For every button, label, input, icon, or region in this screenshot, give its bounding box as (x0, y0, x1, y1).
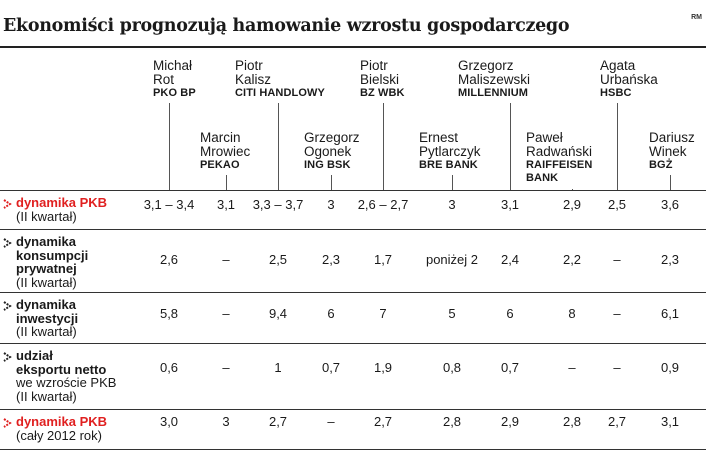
table-cell: 1,9 (373, 360, 393, 375)
column-leader-line (169, 103, 170, 190)
table-cell: 3,1 (500, 197, 520, 212)
table-cell: 0,6 (159, 360, 179, 375)
table-cell: 2,8 (562, 414, 582, 429)
column-header (526, 131, 592, 185)
column-name-line: Rot (153, 72, 175, 87)
table-cell: poniżej 2 (425, 252, 479, 267)
row-label-line: dynamika (16, 297, 76, 312)
column-bank: ING BSK (304, 159, 351, 171)
table-cell: 1 (274, 360, 282, 375)
column-leader-line (670, 175, 671, 190)
column-header (419, 131, 481, 172)
chevron-right-icon (3, 352, 12, 362)
row-label-line: eksportu netto (16, 361, 107, 377)
column-leader-line (572, 189, 573, 190)
table-cell: 2,4 (500, 252, 520, 267)
column-bank: PEKAO (200, 159, 240, 171)
table-cell: 2,2 (562, 252, 582, 267)
table-cell: 2,7 (373, 414, 393, 429)
table-rule (0, 190, 706, 191)
column-header (153, 59, 196, 100)
table-cell: 0,7 (500, 360, 520, 375)
column-bank: HSBC (600, 87, 632, 99)
table-cell: 2,9 (562, 197, 582, 212)
table-cell: 2,3 (321, 252, 341, 267)
table-cell: 3,3 – 3,7 (252, 197, 304, 212)
column-name-line: Paweł (526, 130, 563, 145)
table-cell: 3 (222, 414, 230, 429)
column-bank: BANK (526, 172, 559, 184)
row-label-line: dynamika PKB (16, 195, 108, 210)
chevron-right-icon (3, 301, 12, 311)
row-label-line: inwestycji (16, 310, 79, 326)
table-rule (0, 229, 706, 230)
table-cell: 2,5 (268, 252, 288, 267)
column-name-line: Bielski (360, 72, 400, 87)
table-cell: 8 (568, 306, 576, 321)
column-header (304, 131, 360, 172)
row-label (0, 349, 116, 403)
row-label-sub: (II kwartał) (16, 388, 77, 404)
table-rule (0, 292, 706, 293)
column-name-line: Piotr (235, 58, 263, 73)
table-cell: – (222, 360, 230, 375)
column-name-line: Dariusz (649, 130, 695, 145)
table-rule (0, 449, 706, 450)
table-cell: 1,7 (373, 252, 393, 267)
row-label-sub: (cały 2012 rok) (16, 427, 102, 443)
column-header (649, 131, 695, 172)
column-leader-line (383, 103, 384, 190)
column-bank: BGŻ (649, 159, 673, 171)
table-cell: 2,7 (607, 414, 627, 429)
row-label (0, 196, 107, 223)
column-bank: MILLENNIUM (458, 87, 529, 99)
row-label (0, 298, 78, 339)
table-cell: 7 (379, 306, 387, 321)
table-cell: – (222, 252, 230, 267)
column-leader-line (452, 175, 453, 190)
row-label-line: udział (16, 348, 53, 363)
column-name-line: Ernest (419, 130, 459, 145)
table-rule (0, 409, 706, 410)
table-cell: 2,7 (268, 414, 288, 429)
chevron-right-icon (3, 418, 12, 428)
chevron-right-icon (3, 199, 12, 209)
column-leader-line (510, 103, 511, 190)
table-cell: 3,0 (159, 414, 179, 429)
row-label-sub: (II kwartał) (16, 274, 77, 290)
column-header (235, 59, 325, 100)
column-name-line: Agata (600, 58, 636, 73)
table-cell: 2,5 (607, 197, 627, 212)
credit: RM (691, 14, 702, 21)
table-cell: – (222, 306, 230, 321)
column-name-line: Kalisz (235, 72, 272, 87)
table-cell: – (613, 360, 621, 375)
column-name-line: Winek (649, 144, 687, 159)
column-bank: CITI HANDLOWY (235, 87, 325, 99)
table-cell: 3,6 (660, 197, 680, 212)
column-bank: RAIFFEISEN (526, 159, 593, 171)
column-name-line: Maliszewski (458, 72, 531, 87)
table-cell: 3,1 (216, 197, 236, 212)
table-cell: 3 (448, 197, 456, 212)
row-label (0, 415, 107, 442)
column-header (458, 59, 530, 100)
column-name-line: Piotr (360, 58, 388, 73)
column-name-line: Urbańska (600, 72, 658, 87)
column-leader-line (617, 103, 618, 190)
table-cell: 6 (506, 306, 514, 321)
table-cell: 0,8 (442, 360, 462, 375)
table-cell: 2,6 (159, 252, 179, 267)
table-cell: 5 (448, 306, 456, 321)
row-label-sub: (II kwartał) (16, 208, 77, 224)
column-name-line: Ogonek (304, 144, 352, 159)
column-bank: PKO BP (153, 87, 196, 99)
column-name-line: Michał (153, 58, 193, 73)
row-label-line: dynamika PKB (16, 414, 108, 429)
table-cell: 3 (327, 197, 335, 212)
table-cell: 6 (327, 306, 335, 321)
row-label-sub: (II kwartał) (16, 324, 77, 339)
table-cell: – (613, 306, 621, 321)
table-cell: 2,8 (442, 414, 462, 429)
column-name-line: Grzegorz (458, 58, 514, 73)
table-cell: 2,6 – 2,7 (357, 197, 409, 212)
table-cell: 3,1 – 3,4 (143, 197, 195, 212)
chevron-right-icon (3, 238, 12, 248)
table-cell: 5,8 (159, 306, 179, 321)
table-cell: 0,7 (321, 360, 341, 375)
chart-title: Ekonomiści prognozują hamowanie wzrostu gospodarczego (3, 16, 570, 36)
column-bank: BRE BANK (419, 159, 478, 171)
table-cell: – (568, 360, 576, 375)
column-name-line: Radwański (526, 144, 593, 159)
column-header (200, 131, 250, 172)
table-cell: – (327, 414, 335, 429)
column-header (600, 59, 658, 100)
row-label (0, 235, 88, 289)
table-rule (0, 46, 706, 48)
column-name-line: Mrowiec (200, 144, 251, 159)
row-label-sub: we wzroście PKB (16, 375, 117, 390)
column-name-line: Grzegorz (304, 130, 360, 145)
table-cell: 9,4 (268, 306, 288, 321)
row-label-line: konsumpcji (16, 247, 89, 263)
column-bank: BZ WBK (360, 87, 405, 99)
column-leader-line (226, 175, 227, 190)
table-cell: 2,3 (660, 252, 680, 267)
table-cell: 3,1 (660, 414, 680, 429)
column-leader-line (331, 175, 332, 190)
column-header (360, 59, 405, 100)
table-rule (0, 343, 706, 344)
table-cell: 6,1 (660, 306, 680, 321)
table-cell: – (613, 252, 621, 267)
column-name-line: Pytlarczyk (419, 144, 481, 159)
table-cell: 2,9 (500, 414, 520, 429)
column-leader-line (278, 103, 279, 190)
row-label-line: dynamika (16, 234, 76, 249)
column-name-line: Marcin (200, 130, 241, 145)
table-cell: 0,9 (660, 360, 680, 375)
row-label-line: prywatnej (16, 261, 77, 276)
